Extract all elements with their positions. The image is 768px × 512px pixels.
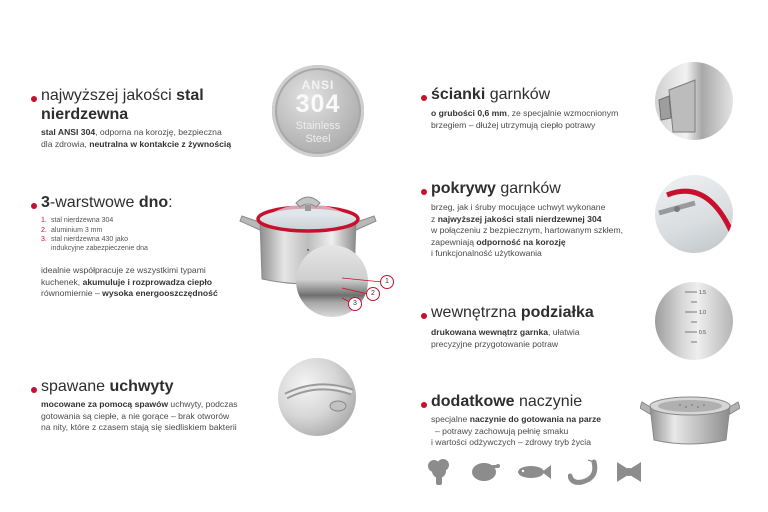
chicken-icon (470, 460, 500, 484)
layer-marker-1: 1 (380, 275, 394, 289)
bullet-steamer (421, 402, 427, 408)
welded-handle-photo (278, 358, 356, 436)
ansi-304-badge (272, 65, 364, 157)
badge-ansi: ANSI (301, 78, 335, 92)
layer-marker-2: 2 (366, 287, 380, 301)
steamer-heading: dodatkowe naczynie (431, 393, 583, 410)
handles-description: mocowane za pomocą spawów uchwyty, podczas gotowania są ciepłe, a nie gorące – brak otworów na nity, które z czasem stają się siedliskiem bakterii (41, 399, 238, 432)
layer-item: 2. aluminium 3 mm (41, 226, 103, 234)
layer-item-cont: indukcyjne zabezpieczenie dna (51, 244, 148, 252)
fish-icon (517, 463, 551, 481)
handles-heading: spawane uchwyty (41, 378, 174, 395)
steamer-insert-illustration (640, 382, 740, 452)
scale-description: drukowana wewnątrz garnka, ułatwia precyzyjne przygotowanie potraw (431, 327, 580, 349)
badge-stainless: Stainless (295, 120, 341, 132)
bullet-walls (421, 95, 427, 101)
layer-list (41, 217, 211, 253)
scale-heading: wewnętrzna podziałka (431, 304, 594, 321)
layer-item: 1. stal nierdzewna 304 (41, 217, 114, 224)
lids-description: brzeg, jak i śruby mocujące uchwyt wykonane z najwyższej jakości stali nierdzewnej 304 w połączeniu z bezpiecznym, hartowanym szkłem, zapewniają odporność na korozję i funkcjonalność użytkowania (431, 202, 624, 258)
bullet-bottom (31, 203, 37, 209)
pot-wall-photo (655, 62, 733, 140)
scale-mark: 1.5 (699, 290, 706, 296)
layer-item: 3. stal nierdzewna 430 jako (41, 236, 129, 243)
badge-steel: Steel (305, 133, 331, 145)
layer-marker-3: 3 (348, 297, 362, 311)
steel-heading: najwyższej jakości stal (41, 87, 204, 104)
bullet-scale (421, 313, 427, 319)
glass-lid-photo (655, 175, 733, 253)
lids-heading: pokrywy garnków (431, 180, 561, 197)
broccoli-icon (426, 458, 452, 486)
steel-heading-line2: nierdzewna (41, 106, 129, 123)
svg-text:■: ■ (306, 248, 310, 252)
steel-description: stal ANSI 304, odporna na korozję, bezpieczna dla zdrowia, neutralna w kontakcie z żywnością (41, 127, 232, 149)
walls-heading: ścianki garnków (431, 86, 551, 103)
bullet-handles (31, 387, 37, 393)
bullet-steel (31, 96, 37, 102)
scale-mark: 1.0 (699, 310, 706, 316)
badge-304: 304 (295, 90, 341, 118)
steamer-description: specjalne naczynie do gotowania na parze – potrawy zachowują pełnię smaku i wartości odżywczych – zdrowy tryb życia (431, 414, 602, 447)
scale-mark: 0.5 (699, 330, 706, 336)
walls-description: o grubości 0,6 mm, ze specjalnie wzmocnionym brzegiem – dłużej utrzymują ciepło potrawy (431, 108, 619, 130)
bullet-lids (421, 189, 427, 195)
shrimp-icon (568, 458, 598, 486)
bottom-description: idealnie współpracuje ze wszystkimi typami kuchenek, akumuluje i rozprowadza ciepło równomiernie – wysoka energooszczędność (41, 265, 218, 298)
measuring-scale-photo (655, 282, 733, 360)
bottom-heading: 3-warstwowe dno: (41, 194, 173, 211)
pasta-icon (616, 460, 642, 484)
